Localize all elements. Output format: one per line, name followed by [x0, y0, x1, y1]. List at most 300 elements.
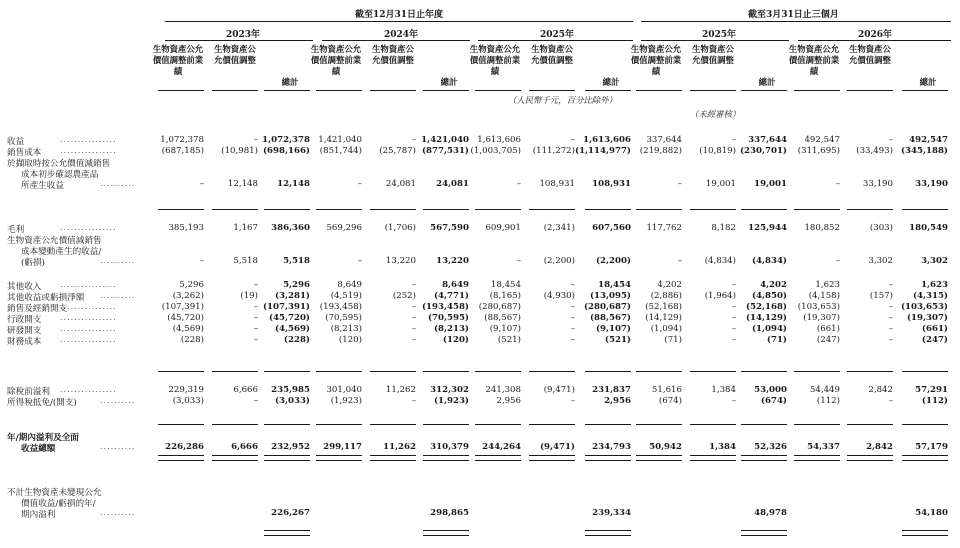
cell-pbt-10: 1,384	[711, 385, 736, 395]
cell-revenue-4: –	[411, 135, 416, 145]
cell-other_income-11: 4,202	[760, 280, 787, 290]
cell-revenue-8: 1,613,606	[583, 135, 631, 145]
cell-rnd-2: (4,569)	[274, 324, 310, 334]
double-rule-total	[741, 530, 787, 536]
cell-admin-4: –	[411, 313, 416, 323]
cell-cost-5: (877,531)	[421, 146, 469, 156]
double-rule	[794, 455, 840, 461]
cell-tax-13: –	[888, 396, 893, 406]
col-head-rule	[212, 90, 258, 91]
row-label-other_income: 其他收入	[7, 282, 42, 292]
cell-revenue-7: –	[570, 135, 575, 145]
cell-finance-3: (120)	[338, 335, 362, 345]
period-quarter-rule	[641, 21, 951, 22]
cell-cost-2: (698,166)	[262, 146, 310, 156]
cell-other_loss-9: (2,886)	[650, 291, 682, 301]
cell-fv_change-1: 5,518	[233, 256, 258, 266]
period-year-rule	[165, 21, 633, 22]
cell-fv_change-9: –	[677, 256, 682, 266]
double-rule	[264, 455, 310, 461]
cell-revenue-10: –	[731, 135, 736, 145]
cell-pbt-0: 229,319	[168, 385, 204, 395]
cell-fv_change-11: (4,834)	[751, 256, 787, 266]
cell-gross-13: (303)	[869, 223, 893, 233]
col-head-total: 總計	[919, 77, 937, 87]
cell-other_income-13: –	[888, 280, 893, 290]
row-label-fv_change: 成本變動產生的收益/	[21, 247, 102, 257]
cell-tax-7: –	[570, 396, 575, 406]
cell-rnd-13: –	[888, 324, 893, 334]
cell-finance-14: (247)	[921, 335, 948, 345]
cell-finance-6: (521)	[497, 335, 521, 345]
cell-finance-1: –	[253, 335, 258, 345]
single-rule	[690, 209, 736, 210]
cell-tax-4: –	[411, 396, 416, 406]
single-rule	[423, 209, 469, 210]
row-label-fv_change: 生物資產公允價值減銷售	[7, 236, 102, 246]
single-rule	[158, 209, 204, 210]
year-rule-2024	[322, 40, 470, 41]
cell-rnd-8: (9,107)	[595, 324, 631, 334]
col-head-bio-before: 生物資產公允價值調整前業績	[310, 44, 362, 76]
single-rule	[902, 209, 948, 210]
col-head-rule	[423, 90, 469, 91]
cell-fv_change-8: (2,200)	[595, 256, 631, 266]
dot-leader: ................	[60, 280, 117, 289]
row-label-total_comp: 年/期內溢利及全面	[7, 433, 79, 443]
double-rule	[158, 455, 204, 461]
col-head-total: 總計	[440, 77, 458, 87]
year-rule-2025	[478, 40, 633, 41]
row-label-cost: 銷售成本	[7, 148, 42, 158]
cell-gross-12: 180,852	[804, 223, 840, 233]
cell-fv_change-5: 13,220	[436, 256, 469, 266]
dot-leader: ................	[60, 135, 117, 144]
single-rule	[741, 209, 787, 210]
cell-other_loss-4: (252)	[392, 291, 416, 301]
cell-selling-7: –	[570, 302, 575, 312]
col-head-rule	[264, 90, 310, 91]
single-rule	[316, 371, 362, 372]
cell-fv_change-7: (2,200)	[543, 256, 575, 266]
cell-other_loss-2: (3,281)	[274, 291, 310, 301]
cell-cost-10: (10,819)	[699, 146, 736, 156]
single-rule	[264, 371, 310, 372]
double-rule-total	[423, 530, 469, 536]
dot-leader: ................	[60, 385, 117, 394]
single-rule	[741, 424, 787, 425]
period-year-header: 截至12月31日止年度	[355, 10, 444, 20]
single-rule	[636, 371, 682, 372]
cell-admin-0: (45,720)	[167, 313, 204, 323]
unit-note: （人民幣千元，百分比除外）	[508, 95, 617, 105]
cell-total_comp-0: 226,286	[165, 442, 204, 452]
cell-admin-6: (88,567)	[484, 313, 521, 323]
cell-gross-8: 607,560	[592, 223, 631, 233]
dot-leader: ................	[60, 302, 117, 311]
cell-tax-12: (112)	[816, 396, 840, 406]
double-rule	[741, 455, 787, 461]
row-label-pbt: 除稅前溢利	[7, 387, 50, 397]
cell-total_comp-6: 244,264	[482, 442, 521, 452]
cell-other_income-9: 4,202	[657, 280, 682, 290]
cell-fv_change-0: –	[199, 256, 204, 266]
year-2025: 2025年	[540, 30, 575, 40]
cell-revenue-1: –	[253, 135, 258, 145]
col-head-bio-adj: 生物資產公允價值調整	[531, 44, 573, 65]
cell-gross-5: 567,590	[430, 223, 469, 233]
cell-admin-1: –	[253, 313, 258, 323]
cell-cost-8: (1,114,977)	[575, 146, 631, 156]
cell-finance-2: (228)	[283, 335, 310, 345]
period-quarter-header: 截至3月31日止三個月	[748, 10, 839, 20]
cell-cost-1: (10,981)	[221, 146, 258, 156]
cell-fv_change-2: 5,518	[283, 256, 310, 266]
row-label-other_loss: 其他收益或虧損淨額	[7, 293, 85, 303]
cell-selling-4: –	[411, 302, 416, 312]
col-head-rule	[636, 90, 682, 91]
cell-cost-9: (219,882)	[639, 146, 682, 156]
cell-pbt-1: 6,666	[233, 385, 258, 395]
cell-other_income-12: 1,623	[815, 280, 840, 290]
cell-total_comp-11: 52,326	[754, 442, 787, 452]
double-rule	[370, 455, 416, 461]
col-head-bio-before: 生物資產公允價值調整前業績	[152, 44, 204, 76]
cell-tax-5: (1,923)	[433, 396, 469, 406]
cell-pbt-13: 2,842	[868, 385, 893, 395]
cell-rnd-12: (661)	[816, 324, 840, 334]
double-rule-total	[585, 530, 631, 536]
cell-fv_change-3: –	[357, 256, 362, 266]
cell-fv_harvest-5: 24,081	[436, 179, 469, 189]
cell-other_income-6: 18,454	[490, 280, 521, 290]
single-rule	[847, 424, 893, 425]
cell-fv_harvest-2: 12,148	[277, 179, 310, 189]
cell-excl_bio-11: 48,978	[754, 508, 787, 518]
single-rule	[741, 371, 787, 372]
cell-selling-14: (103,653)	[900, 302, 948, 312]
cell-cost-12: (311,695)	[797, 146, 840, 156]
single-rule	[370, 424, 416, 425]
cell-rnd-7: –	[570, 324, 575, 334]
single-rule	[902, 424, 948, 425]
cell-other_loss-3: (4,519)	[330, 291, 362, 301]
year-2025-q: 2025年	[702, 30, 737, 40]
cell-fv_harvest-10: 19,001	[705, 179, 736, 189]
dot-leader: ................	[60, 313, 117, 322]
cell-admin-2: (45,720)	[268, 313, 310, 323]
col-head-rule	[529, 90, 575, 91]
row-label-excl_bio: 不計生物資產未變現公允	[7, 488, 102, 498]
cell-other_loss-13: (157)	[869, 291, 893, 301]
cell-other_loss-11: (4,850)	[751, 291, 787, 301]
cell-selling-6: (280,687)	[478, 302, 521, 312]
cell-pbt-7: (9,471)	[543, 385, 575, 395]
cell-fv_change-10: (4,834)	[704, 256, 736, 266]
cell-revenue-6: 1,613,606	[477, 135, 521, 145]
double-rule	[847, 455, 893, 461]
cell-gross-2: 386,360	[271, 223, 310, 233]
cell-total_comp-4: 11,262	[383, 442, 416, 452]
cell-rnd-4: –	[411, 324, 416, 334]
cell-pbt-3: 301,040	[326, 385, 362, 395]
cell-gross-4: (1,706)	[384, 223, 416, 233]
cell-pbt-4: 11,262	[385, 385, 416, 395]
cell-tax-3: (1,923)	[330, 396, 362, 406]
cell-fv_harvest-3: –	[357, 179, 362, 189]
row-label-excl_bio: 期內溢利	[21, 510, 56, 520]
cell-selling-11: (52,168)	[745, 302, 787, 312]
cell-excl_bio-14: 54,180	[915, 508, 948, 518]
cell-total_comp-13: 2,842	[866, 442, 893, 452]
cell-tax-9: (674)	[658, 396, 682, 406]
single-rule	[475, 371, 521, 372]
double-rule-total	[902, 530, 948, 536]
col-head-rule	[741, 90, 787, 91]
cell-pbt-11: 53,000	[754, 385, 787, 395]
single-rule	[529, 424, 575, 425]
col-head-bio-adj: 生物資產公允價值調整	[692, 44, 734, 65]
cell-gross-6: 609,901	[485, 223, 521, 233]
col-head-bio-before: 生物資產公允價值調整前業績	[469, 44, 521, 76]
row-label-gross: 毛利	[7, 225, 25, 235]
col-head-total: 總計	[281, 77, 299, 87]
cell-fv_harvest-14: 33,190	[915, 179, 948, 189]
row-label-tax: 所得稅抵免/(開支)	[7, 398, 77, 408]
cell-other_income-1: –	[253, 280, 258, 290]
single-rule	[902, 371, 948, 372]
year-2026-q: 2026年	[858, 30, 893, 40]
cell-fv_change-4: 13,220	[385, 256, 416, 266]
cell-other_income-5: 8,649	[442, 280, 469, 290]
row-label-fv_harvest: 所產生收益	[21, 181, 64, 191]
single-rule	[529, 209, 575, 210]
cell-other_loss-14: (4,315)	[912, 291, 948, 301]
single-rule	[847, 209, 893, 210]
single-rule	[636, 209, 682, 210]
cell-finance-13: –	[888, 335, 893, 345]
cell-admin-9: (14,129)	[645, 313, 682, 323]
cell-admin-12: (19,307)	[803, 313, 840, 323]
cell-rnd-14: (661)	[921, 324, 948, 334]
cell-total_comp-14: 57,179	[915, 442, 948, 452]
cell-other_income-0: 5,296	[179, 280, 204, 290]
single-rule	[316, 424, 362, 425]
cell-total_comp-8: 234,793	[592, 442, 631, 452]
cell-fv_harvest-12: –	[835, 179, 840, 189]
double-rule	[529, 455, 575, 461]
cell-selling-1: –	[253, 302, 258, 312]
cell-admin-8: (88,567)	[589, 313, 631, 323]
cell-other_loss-6: (8,165)	[489, 291, 521, 301]
cell-cost-6: (1,003,705)	[470, 146, 521, 156]
cell-pbt-9: 51,616	[651, 385, 682, 395]
cell-fv_change-13: 3,302	[868, 256, 893, 266]
row-label-rnd: 研發開支	[7, 326, 42, 336]
cell-fv_harvest-8: 108,931	[592, 179, 631, 189]
single-rule	[212, 371, 258, 372]
cell-tax-1: –	[253, 396, 258, 406]
cell-rnd-9: (1,094)	[650, 324, 682, 334]
col-head-bio-before: 生物資產公允價值調整前業績	[630, 44, 682, 76]
cell-other_income-4: –	[411, 280, 416, 290]
col-head-rule	[316, 90, 362, 91]
cell-revenue-12: 492,547	[804, 135, 840, 145]
cell-other_income-2: 5,296	[283, 280, 310, 290]
cell-pbt-14: 57,291	[915, 385, 948, 395]
single-rule	[316, 209, 362, 210]
single-rule	[475, 209, 521, 210]
cell-rnd-6: (9,107)	[489, 324, 521, 334]
cell-gross-10: 8,182	[711, 223, 736, 233]
single-rule	[794, 209, 840, 210]
cell-admin-5: (70,595)	[427, 313, 469, 323]
cell-finance-10: –	[731, 335, 736, 345]
cell-fv_harvest-13: 33,190	[862, 179, 893, 189]
col-head-bio-adj: 生物資產公允價值調整	[372, 44, 414, 65]
cell-other_income-8: 18,454	[598, 280, 631, 290]
double-rule	[475, 455, 521, 461]
cell-pbt-6: 241,308	[485, 385, 521, 395]
single-rule	[585, 209, 631, 210]
single-rule	[423, 371, 469, 372]
cell-gross-3: 569,296	[326, 223, 362, 233]
cell-other_income-7: –	[570, 280, 575, 290]
double-rule	[316, 455, 362, 461]
dot-leader: ................	[60, 223, 117, 232]
cell-gross-14: 180,549	[909, 223, 948, 233]
cell-cost-13: (33,493)	[856, 146, 893, 156]
cell-total_comp-7: (9,471)	[539, 442, 575, 452]
cell-finance-0: (228)	[180, 335, 204, 345]
col-head-rule	[585, 90, 631, 91]
cell-tax-6: 2,956	[496, 396, 521, 406]
single-rule	[794, 424, 840, 425]
single-rule	[264, 424, 310, 425]
row-label-selling: 銷售及經銷開支	[7, 304, 68, 314]
cell-other_loss-10: (1,964)	[704, 291, 736, 301]
cell-rnd-0: (4,569)	[172, 324, 204, 334]
single-rule	[158, 424, 204, 425]
cell-total_comp-10: 1,384	[709, 442, 736, 452]
cell-other_loss-0: (3,262)	[172, 291, 204, 301]
cell-finance-5: (120)	[442, 335, 469, 345]
dot-leader: ................	[60, 335, 117, 344]
cell-fv_change-14: 3,302	[921, 256, 948, 266]
dot-leader: ..........	[100, 396, 136, 405]
cell-admin-7: –	[570, 313, 575, 323]
row-label-fv_harvest: 於擷取時按公允價值減銷售	[7, 159, 111, 169]
dot-leader: ..........	[100, 508, 136, 517]
single-rule	[585, 424, 631, 425]
row-label-fv_change: (虧損)	[21, 258, 45, 268]
cell-rnd-5: (8,213)	[433, 324, 469, 334]
col-head-rule	[794, 90, 840, 91]
single-rule	[423, 424, 469, 425]
cell-finance-8: (521)	[604, 335, 631, 345]
dot-leader: ..........	[100, 179, 136, 188]
cell-other_income-10: –	[731, 280, 736, 290]
cell-tax-11: (674)	[760, 396, 787, 406]
double-rule	[585, 455, 631, 461]
year-2023: 2023年	[226, 30, 261, 40]
row-label-excl_bio: 價值收益/虧損的年/	[21, 499, 96, 509]
single-rule	[690, 371, 736, 372]
single-rule	[585, 371, 631, 372]
cell-other_loss-1: (19)	[240, 291, 258, 301]
cell-admin-3: (70,595)	[325, 313, 362, 323]
single-rule	[794, 371, 840, 372]
cell-other_loss-5: (4,771)	[433, 291, 469, 301]
double-rule	[212, 455, 258, 461]
cell-rnd-3: (8,213)	[330, 324, 362, 334]
cell-tax-0: (3,033)	[172, 396, 204, 406]
cell-admin-11: (14,129)	[745, 313, 787, 323]
cell-cost-14: (345,188)	[900, 146, 948, 156]
col-head-total: 總計	[758, 77, 776, 87]
cell-fv_harvest-6: –	[516, 179, 521, 189]
cell-cost-7: (111,272)	[532, 146, 575, 156]
cell-revenue-14: 492,547	[909, 135, 948, 145]
cell-selling-3: (193,458)	[319, 302, 362, 312]
cell-revenue-5: 1,421,040	[421, 135, 469, 145]
single-rule	[475, 424, 521, 425]
single-rule	[264, 209, 310, 210]
cell-revenue-11: 337,644	[748, 135, 787, 145]
cell-selling-10: –	[731, 302, 736, 312]
dot-leader: ..........	[100, 442, 136, 451]
cell-total_comp-5: 310,379	[430, 442, 469, 452]
cell-tax-2: (3,033)	[274, 396, 310, 406]
cell-excl_bio-5: 298,865	[430, 508, 469, 518]
col-head-rule	[690, 90, 736, 91]
col-head-rule	[158, 90, 204, 91]
year-rule-2023	[165, 40, 313, 41]
dot-leader: ..........	[100, 256, 136, 265]
single-rule	[370, 371, 416, 372]
cell-total_comp-12: 54,337	[807, 442, 840, 452]
dot-leader: ................	[60, 146, 117, 155]
row-label-finance: 財務成本	[7, 337, 42, 347]
double-rule	[423, 455, 469, 461]
cell-cost-4: (25,787)	[379, 146, 416, 156]
cell-gross-11: 125,944	[748, 223, 787, 233]
row-label-fv_harvest: 成本初步確認農產品	[21, 170, 99, 180]
cell-admin-13: –	[888, 313, 893, 323]
single-rule	[847, 371, 893, 372]
cell-finance-9: (71)	[664, 335, 682, 345]
col-head-rule	[475, 90, 521, 91]
year-rule-2026q	[798, 40, 951, 41]
col-head-total: 總計	[602, 77, 620, 87]
single-rule	[636, 424, 682, 425]
cell-pbt-12: 54,449	[809, 385, 840, 395]
dot-leader: ................	[60, 324, 117, 333]
col-head-bio-adj: 生物資產公允價值調整	[849, 44, 891, 65]
cell-pbt-8: 231,837	[592, 385, 631, 395]
cell-fv_harvest-7: 108,931	[539, 179, 575, 189]
cell-revenue-13: –	[888, 135, 893, 145]
cell-finance-4: –	[411, 335, 416, 345]
cell-pbt-5: 312,302	[430, 385, 469, 395]
cell-selling-2: (107,391)	[262, 302, 310, 312]
col-head-rule	[902, 90, 948, 91]
year-2024: 2024年	[384, 30, 419, 40]
cell-excl_bio-8: 239,334	[592, 508, 631, 518]
cell-fv_harvest-9: –	[677, 179, 682, 189]
double-rule	[690, 455, 736, 461]
cell-gross-1: 1,167	[233, 223, 258, 233]
